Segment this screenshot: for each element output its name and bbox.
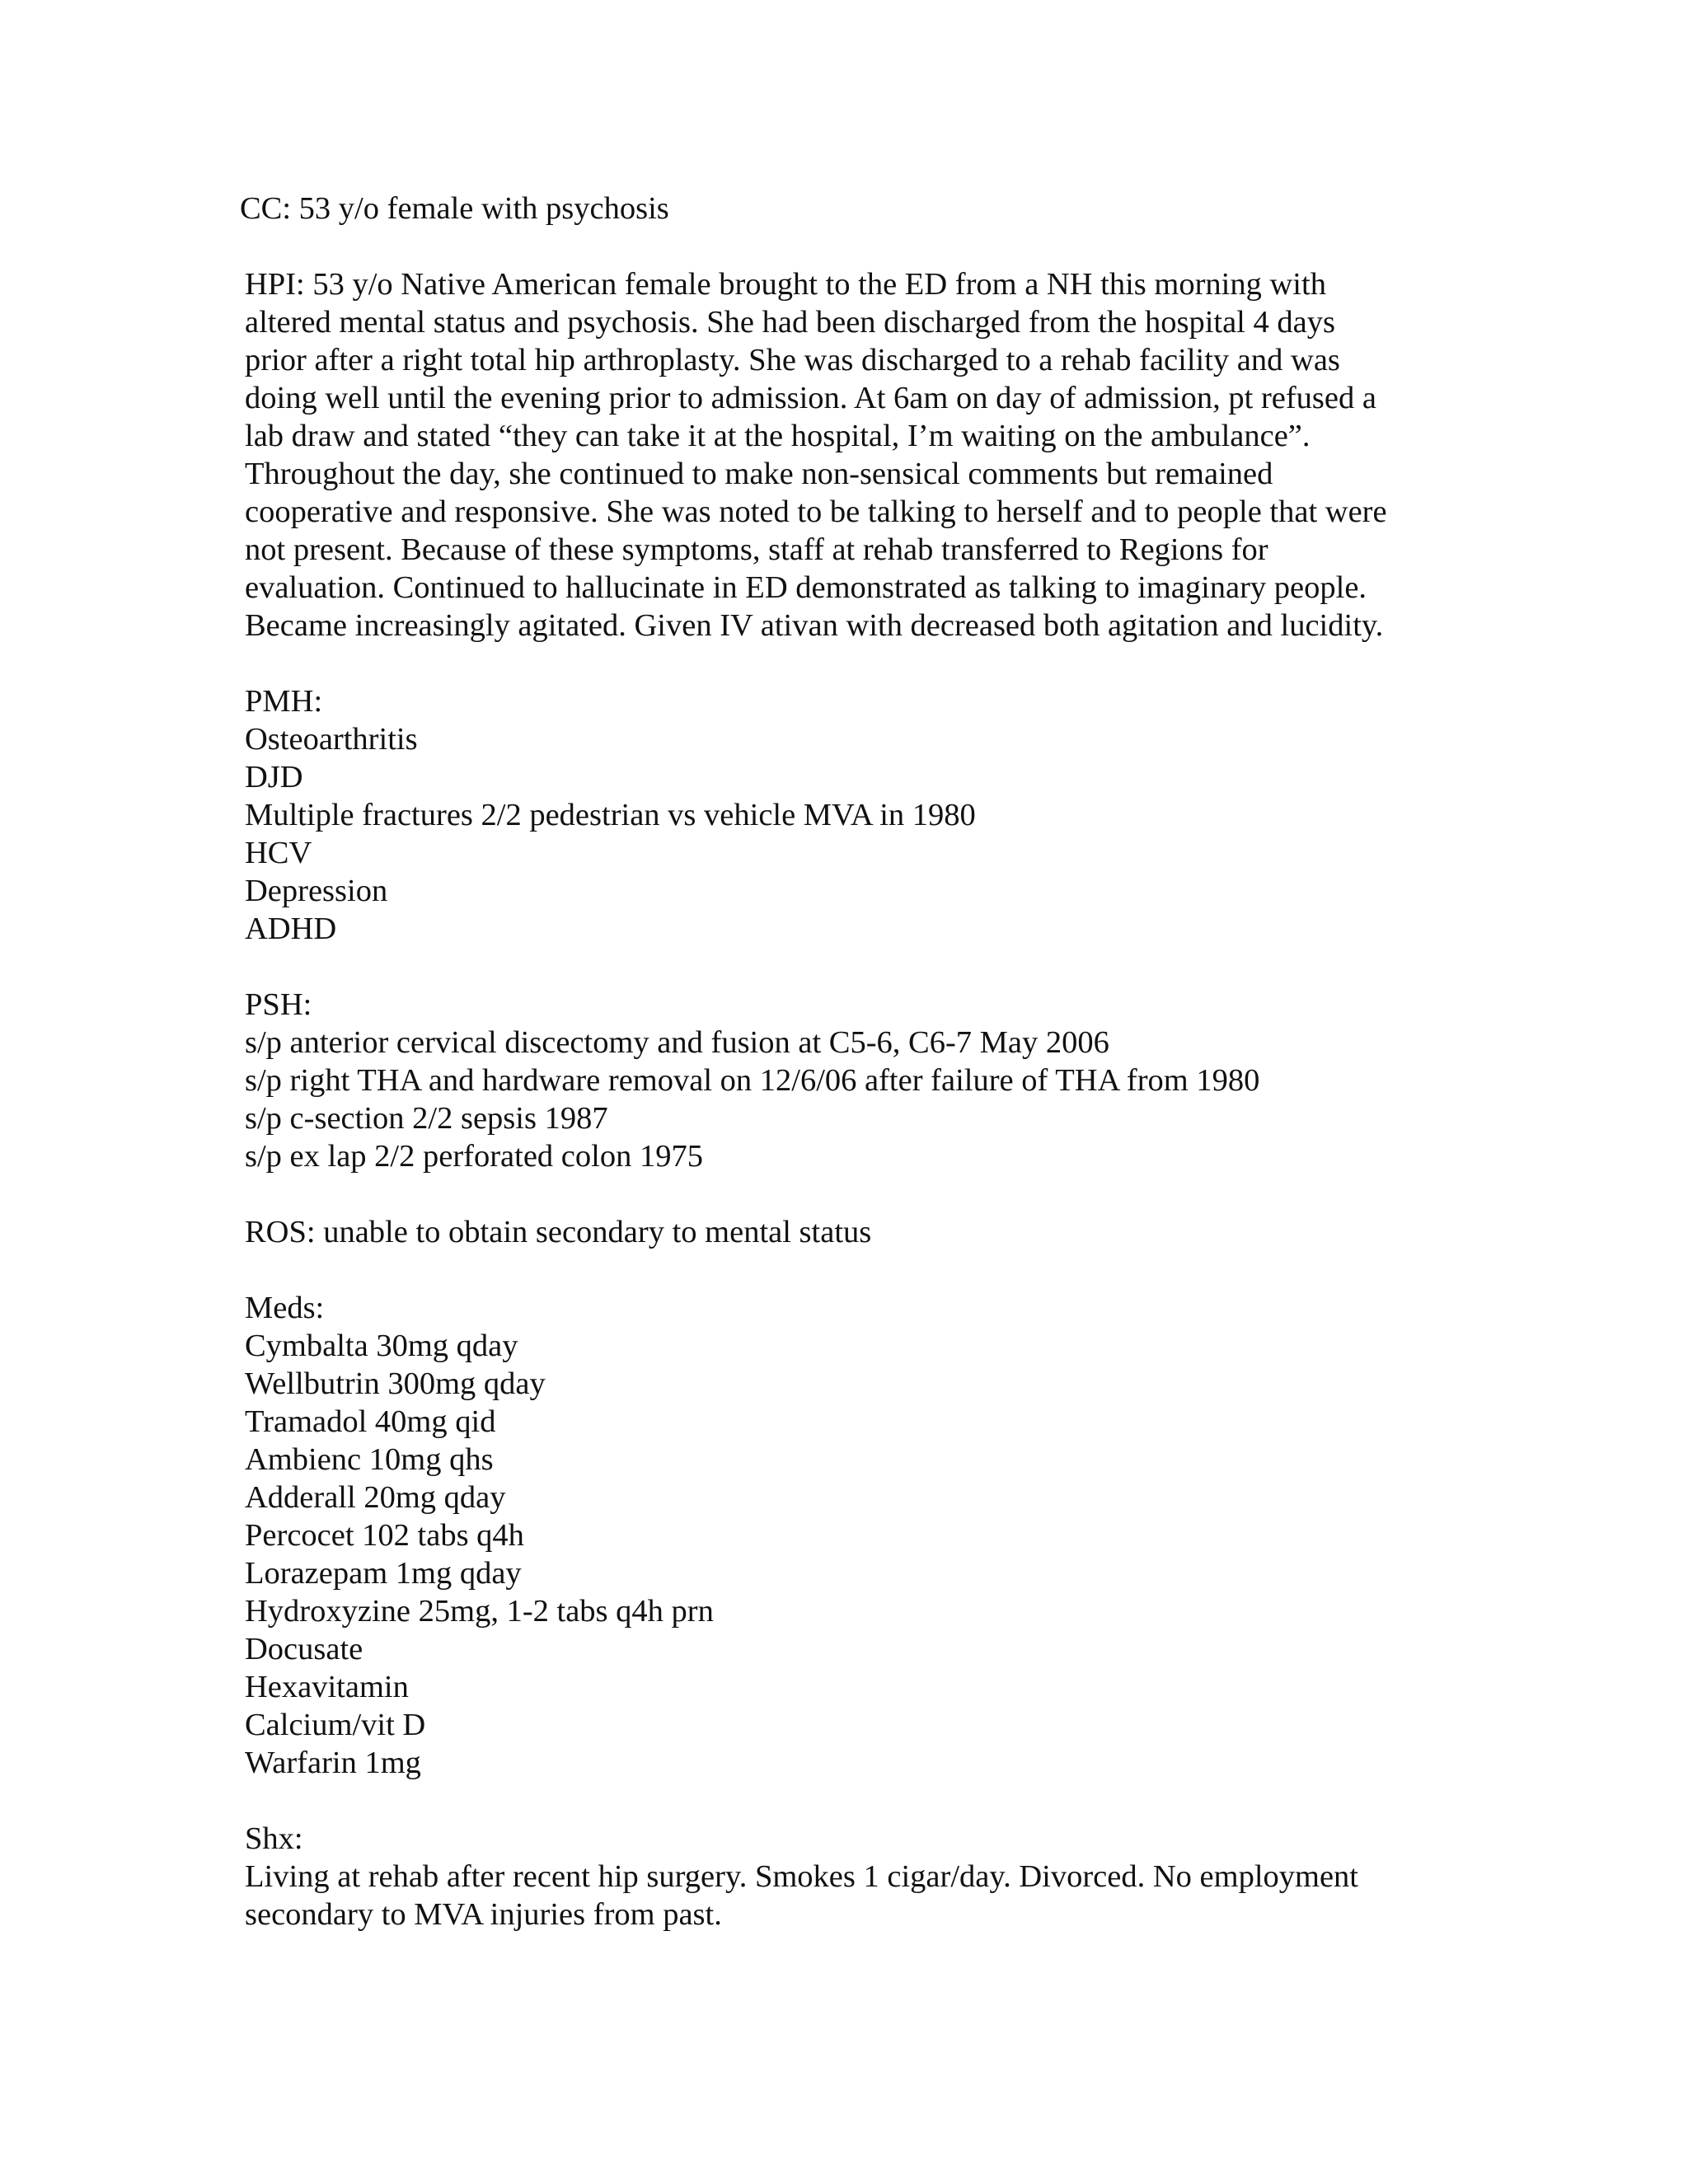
meds-heading: Meds:	[245, 1291, 325, 1325]
hpi-section	[245, 265, 1498, 644]
spacer	[245, 227, 1498, 265]
hpi-line: cooperative and responsive. She was noted to be talking to herself and to people that were	[245, 494, 1387, 529]
psh-item: s/p right THA and hardware removal on 12/6/06 after failure of THA from 1980	[245, 1063, 1260, 1098]
med-item: Lorazepam 1mg qday	[245, 1556, 522, 1591]
hpi-line: doing well until the evening prior to admission. At 6am on day of admission, pt refused a	[245, 381, 1376, 415]
spacer	[245, 1251, 1498, 1289]
clinical-note	[240, 190, 1498, 1933]
med-item: Hydroxyzine 25mg, 1-2 tabs q4h prn	[245, 1594, 714, 1629]
hpi-line: Throughout the day, she continued to make non-sensical comments but remained	[245, 457, 1273, 491]
spacer	[245, 1175, 1498, 1213]
med-item: Docusate	[245, 1632, 363, 1666]
hpi-line: HPI: 53 y/o Native American female brought to the ED from a NH this morning with	[245, 267, 1326, 302]
med-item: Cymbalta 30mg qday	[245, 1329, 518, 1363]
pmh-item: ADHD	[245, 912, 337, 946]
hpi-line: evaluation. Continued to hallucinate in ED demonstrated as talking to imaginary people.	[245, 570, 1367, 605]
pmh-heading: PMH:	[245, 684, 323, 719]
pmh-item: Multiple fractures 2/2 pedestrian vs vehicle MVA in 1980	[245, 798, 976, 832]
hpi-line: prior after a right total hip arthroplasty. She was discharged to a rehab facility and was	[245, 343, 1340, 377]
psh-item: s/p anterior cervical discectomy and fusion at C5-6, C6-7 May 2006	[245, 1025, 1109, 1060]
pmh-item: DJD	[245, 760, 303, 794]
med-item: Percocet 102 tabs q4h	[245, 1518, 524, 1553]
hpi-line: altered mental status and psychosis. She had been discharged from the hospital 4 days	[245, 305, 1335, 340]
hpi-line: Became increasingly agitated. Given IV ativan with decreased both agitation and lucidity.	[245, 608, 1384, 643]
psh-item: s/p c-section 2/2 sepsis 1987	[245, 1101, 608, 1136]
spacer	[245, 644, 1498, 682]
psh-item: s/p ex lap 2/2 perforated colon 1975	[245, 1139, 703, 1174]
psh-heading: PSH:	[245, 987, 312, 1022]
spacer	[245, 1782, 1498, 1820]
pmh-item: Osteoarthritis	[245, 722, 418, 757]
med-item: Calcium/vit D	[245, 1708, 426, 1742]
pmh-item: HCV	[245, 836, 312, 870]
psh-section	[245, 986, 1498, 1175]
med-item: Warfarin 1mg	[245, 1746, 421, 1780]
med-item: Adderall 20mg qday	[245, 1480, 506, 1515]
pmh-item: Depression	[245, 874, 388, 908]
spacer	[245, 948, 1498, 986]
meds-section	[245, 1289, 1498, 1782]
shx-heading: Shx:	[245, 1821, 303, 1856]
ros-line: ROS: unable to obtain secondary to mental status	[245, 1215, 872, 1249]
pmh-section	[245, 682, 1498, 948]
hpi-line: not present. Because of these symptoms, staff at rehab transferred to Regions for	[245, 532, 1268, 567]
med-item: Hexavitamin	[245, 1670, 409, 1704]
chief-complaint: CC: 53 y/o female with psychosis	[240, 191, 669, 226]
shx-section	[245, 1820, 1498, 1933]
hpi-line: lab draw and stated “they can take it at the hospital, I’m waiting on the ambulance”.	[245, 419, 1311, 453]
med-item: Tramadol 40mg qid	[245, 1404, 496, 1439]
med-item: Ambienc 10mg qhs	[245, 1442, 494, 1477]
med-item: Wellbutrin 300mg qday	[245, 1366, 546, 1401]
shx-line: secondary to MVA injuries from past.	[245, 1897, 722, 1932]
shx-line: Living at rehab after recent hip surgery. Smokes 1 cigar/day. Divorced. No employment	[245, 1859, 1358, 1894]
